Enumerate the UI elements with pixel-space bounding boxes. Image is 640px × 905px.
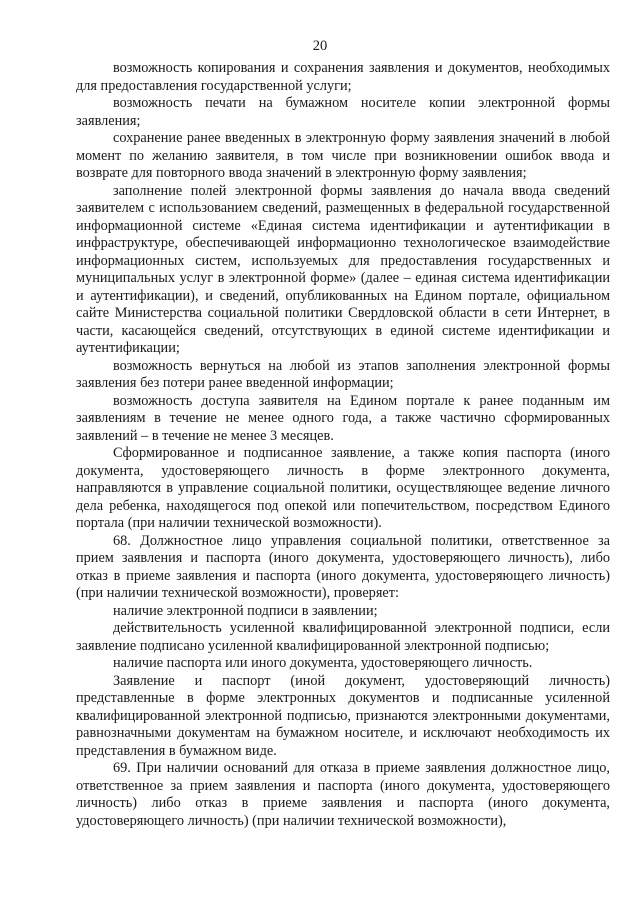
paragraph-submission: Сформированное и подписанное заявление, а также копия паспорта (иного документа, удостоверяющего личность в форме электронного документа, направляются в управление социальной политики, осуществляющее ведение личного дела ребенка, находящегося под опекой или попечительством, посредством Единого портала (при наличии технической возможности). (76, 445, 610, 531)
paragraph-signature-validity: действительность усиленной квалифицированной электронной подписи, если заявление подписано усиленной квалифицированной электронной подписью; (76, 620, 610, 654)
paragraph-autofill: заполнение полей электронной формы заявления до начала ввода сведений заявителем с использованием сведений, размещенных в федеральной государственной информационной системе «Единая система идентификации и аутентификации в инфраструктуре, обеспечивающей информационно технологическое взаимодействие информационных систем, используемых для предоставления государственных и муниципальных услуг в электронной форме» (далее – единая система идентификации и аутентификации), и сведений, опубликованных на Едином портале, официальном сайте Министерства социальной политики Свердловской области в сети Интернет, в части, касающейся сведений, отсутствующих в единой системе идентификации и аутентификации; (76, 182, 610, 356)
paragraph-copy-save: возможность копирования и сохранения заявления и документов, необходимых для предоставления государственной услуги; (76, 60, 610, 94)
paragraph-passport-presence: наличие паспорта или иного документа, удостоверяющего личность. (113, 655, 533, 671)
paragraph-save-values: сохранение ранее введенных в электронную форму заявления значений в любой момент по желанию заявителя, в том числе при возникновении ошибок ввода и возврате для повторного ввода значений в электронную форму заявления; (76, 130, 610, 181)
document-body (76, 60, 610, 830)
paragraph-return-step: возможность вернуться на любой из этапов заполнения электронной формы заявления без потери ранее введенной информации; (76, 357, 610, 391)
paragraph-print: возможность печати на бумажном носителе копии электронной формы заявления; (76, 95, 610, 129)
page-number: 20 (312, 38, 328, 54)
paragraph-signature-presence: наличие электронной подписи в заявлении; (113, 602, 378, 619)
paragraph-clause-68: 68. Должностное лицо управления социальной политики, ответственное за прием заявления и паспорта (иного документа, удостоверяющего личность), либо отказ в приеме заявления и паспорта (иного документа, удостоверяющего личность) (при наличии технической возможности), проверяет: (76, 532, 610, 601)
paragraph-electronic-equivalence: Заявление и паспорт (иной документ, удостоверяющий личность) представленные в форме электронных документов и подписанные усиленной квалифицированной электронной подписью, признаются электронными документами, равнозначными документам на бумажном носителе, и исключают необходимость их представления в бумажном виде. (76, 672, 610, 759)
paragraph-access-history: возможность доступа заявителя на Едином портале к ранее поданным им заявлениям в течение не менее одного года, а также частично сформированных заявлений – в течение не менее 3 месяцев. (76, 392, 610, 444)
paragraph-clause-69: 69. При наличии оснований для отказа в приеме заявления должностное лицо, ответственное за прием заявления и паспорта (иного документа, удостоверяющего личность) либо отказ в приеме заявления и паспорта (иного документа, удостоверяющего личность) (при наличии технической возможности), (76, 760, 610, 829)
